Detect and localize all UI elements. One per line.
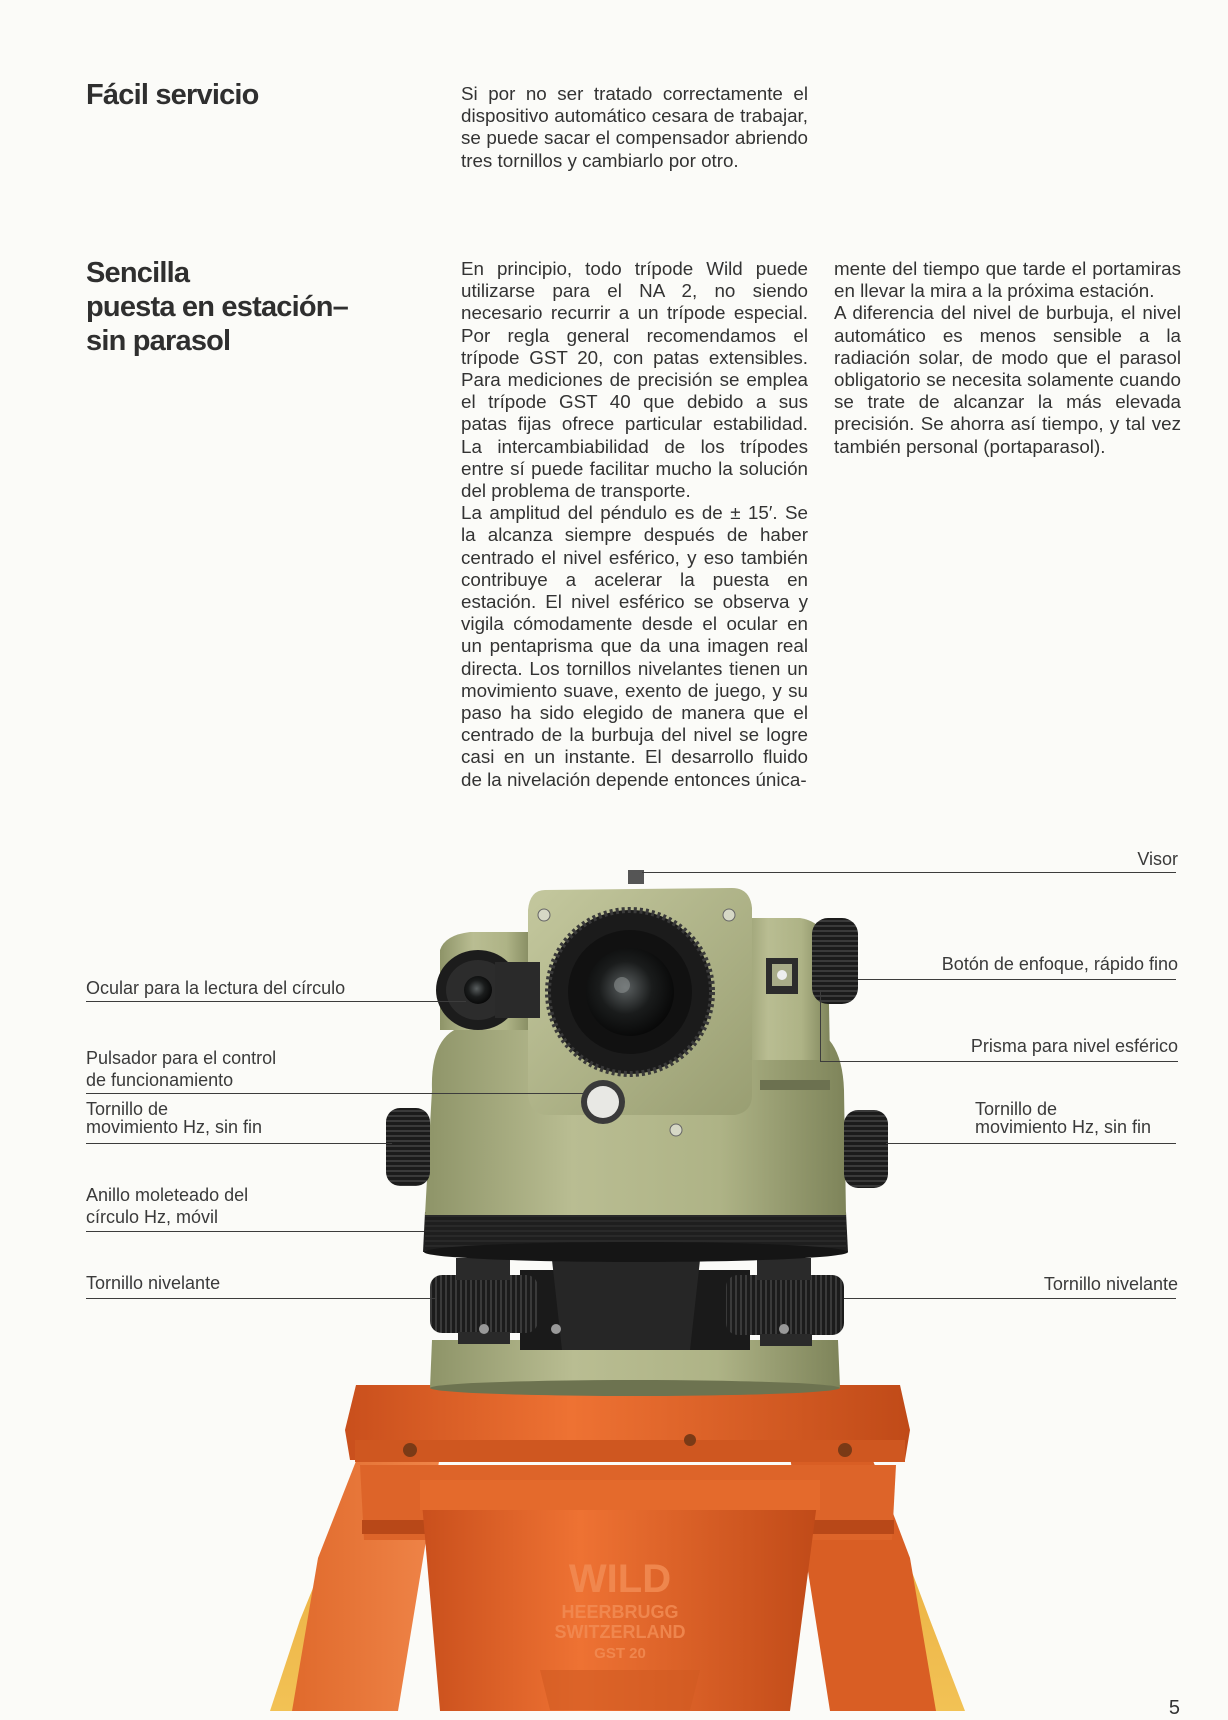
label-prisma: Prisma para nivel esférico: [970, 1036, 1178, 1056]
paragraph-text: Si por no ser tratado correctamente el dispositivo automático cesara de trabajar, se puede sacar el compensador abriendo tres tornillos y cambiarlo por otro.: [461, 83, 808, 171]
label-nivelante-right: Tornillo nivelante: [1043, 1274, 1178, 1294]
bubble-prism: [766, 958, 798, 994]
brand-text: GST 20: [594, 1645, 646, 1662]
leader-line: [820, 990, 821, 1061]
heading-line: puesta en estación–: [86, 291, 349, 323]
label-line: círculo Hz, móvil: [86, 1207, 219, 1227]
leader-line: [820, 1061, 1178, 1062]
hz-drive-knob-left: [386, 1108, 430, 1186]
paragraph-facil-servicio: [461, 83, 808, 172]
label-anillo: [86, 1184, 248, 1228]
check-push-button: [581, 1080, 625, 1124]
hz-drive-knob-right: [844, 1110, 888, 1188]
leader-line: [86, 1001, 466, 1002]
paragraph-text: En principio, todo trípode Wild puede utilizarse para el NA 2, no siendo necesario recurrir a un trípode especial. Por regla general recomendamos el trípode GST 20, con patas extensibles. Para mediciones de precisión se emplea el trípode GST 40 que debido a sus patas fijas ofrece particular estabilidad. La intercambiabilidad de los trípodes entre sí puede facilitar mucho la solución del problema de transporte.: [461, 258, 808, 502]
label-line: Tornillo de: [86, 1099, 169, 1119]
column-1: [461, 258, 808, 791]
leader-line: [86, 1231, 424, 1232]
paragraph-text: mente del tiempo que tarde el portamiras en llevar la mira a la próxima estación.: [834, 258, 1181, 302]
heading-facil-servicio: Fácil servicio: [86, 79, 259, 111]
label-line: movimiento Hz, sin fin: [975, 1117, 1152, 1137]
label-tornillo-hz-right: [975, 1100, 1151, 1136]
paragraph-text: La amplitud del péndulo es de ± 15′. Se la alcanza siempre después de haber centrado el nivel esférico, y eso también contribuye a acelerar la puesta en estación. El nivel esférico se observa y vigila cómodamente desde el ocular en un pentaprisma que da una imagen real directa. Los tornillos nivelantes tienen un movimiento suave, exento de juego, y su paso ha sido elegido de manera que el centrado de la burbuja del nivel se logre casi en un instante. El desarrollo fluido de la nivelación depende entonces única-: [461, 502, 808, 790]
label-line: de funcionamiento: [86, 1070, 234, 1090]
heading-line: sin parasol: [86, 325, 231, 357]
leader-line: [886, 1143, 1176, 1144]
leader-line: [844, 1298, 1176, 1299]
page-number: 5: [1168, 1697, 1180, 1719]
leader-line: [86, 1093, 586, 1094]
focusing-knob: [812, 918, 858, 1004]
label-boton-enfoque: Botón de enfoque, rápido fino: [941, 954, 1178, 974]
leader-line: [858, 979, 1176, 980]
leader-line: [642, 872, 1176, 873]
label-nivelante-left: Tornillo nivelante: [86, 1273, 221, 1293]
label-line: Anillo moleteado del: [86, 1185, 249, 1205]
label-line: Tornillo de: [975, 1099, 1058, 1119]
label-line: movimiento Hz, sin fin: [86, 1117, 263, 1137]
label-visor: Visor: [1137, 849, 1178, 869]
heading-line: Sencilla: [86, 257, 190, 289]
brand-text: HEERBRUGG: [561, 1602, 679, 1622]
label-line: Pulsador para el control: [86, 1048, 277, 1068]
heading-sencilla-puesta: [86, 256, 348, 358]
label-tornillo-hz-left: [86, 1100, 262, 1136]
brand-text: WILD: [568, 1557, 672, 1601]
leader-line: [86, 1298, 436, 1299]
paragraph-text: A diferencia del nivel de burbuja, el nivel automático es menos sensible a la radiación solar, de modo que el parasol obligatorio se necesita solamente cuando se trate de alcanzar la más elevada precisión. Se ahorra así tiempo, y tal vez también personal (portaparasol).: [834, 302, 1181, 457]
label-ocular: Ocular para la lectura del círculo: [86, 978, 346, 998]
leader-line: [86, 1143, 392, 1144]
column-2: [834, 258, 1181, 458]
circle-reading-eyepiece: [436, 950, 540, 1030]
brand-text: SWITZERLAND: [554, 1622, 686, 1642]
leader-line: [586, 1093, 587, 1107]
label-pulsador: [86, 1047, 276, 1091]
